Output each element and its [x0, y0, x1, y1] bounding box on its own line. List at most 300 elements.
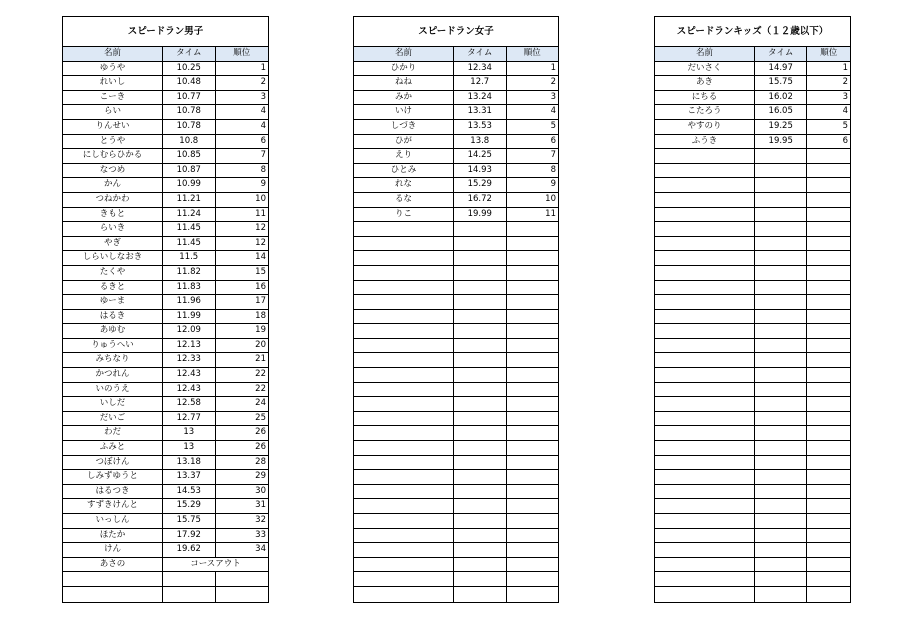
cell-rank — [507, 412, 559, 426]
cell-name — [354, 310, 454, 324]
header-rank: 順位 — [820, 48, 838, 58]
cell-time — [755, 339, 807, 353]
cell-rank — [807, 266, 850, 280]
cell-name — [655, 485, 755, 499]
table-row — [655, 529, 850, 544]
table-row — [354, 251, 558, 266]
cell-rank: 18 — [255, 310, 266, 321]
cell-rank — [807, 587, 850, 602]
cell-time — [755, 149, 807, 163]
cell-time — [755, 193, 807, 207]
cell-rank — [507, 339, 559, 353]
cell-rank: 9 — [550, 179, 556, 190]
cell-time: 14.25 — [454, 149, 506, 163]
cell-name — [354, 499, 454, 513]
cell-name: きもと — [63, 208, 163, 222]
header-time: タイム — [163, 47, 216, 61]
cell-name — [655, 266, 755, 280]
cell-rank — [807, 353, 850, 367]
cell-rank — [807, 543, 850, 557]
table-row — [655, 383, 850, 398]
table-row — [63, 339, 268, 354]
table-row — [354, 397, 558, 412]
table-title: スピードランキッズ（１２歳以下） — [655, 17, 850, 47]
table-row — [354, 120, 558, 135]
table-row — [354, 587, 558, 602]
cell-rank — [507, 558, 559, 572]
table-row — [354, 164, 558, 179]
table-row — [655, 558, 850, 573]
cell-name: はるつき — [63, 485, 163, 499]
cell-time — [755, 266, 807, 280]
cell-rank — [507, 514, 559, 528]
cell-time — [755, 470, 807, 484]
cell-name: あさの — [63, 558, 163, 572]
cell-name — [354, 266, 454, 280]
cell-rank — [507, 499, 559, 513]
header-name: 名前 — [354, 47, 454, 61]
cell-rank — [507, 529, 559, 543]
cell-name: ねね — [354, 76, 454, 90]
cell-name: るきと — [63, 281, 163, 295]
cell-rank: 7 — [260, 150, 266, 161]
cell-time: 15.75 — [755, 76, 807, 90]
cell-time — [755, 456, 807, 470]
cell-name: いっしん — [63, 514, 163, 528]
table-row — [354, 514, 558, 529]
cell-name: ゆうや — [63, 62, 163, 76]
cell-time — [454, 310, 506, 324]
table-row — [63, 62, 268, 77]
cell-name: あき — [655, 76, 755, 90]
cell-rank — [507, 587, 559, 602]
cell-name — [655, 587, 755, 602]
cell-name: ゆーま — [63, 295, 163, 309]
cell-rank: 10 — [545, 193, 556, 204]
cell-name: わだ — [63, 426, 163, 440]
cell-time: 10.87 — [163, 164, 215, 178]
cell-rank — [507, 543, 559, 557]
cell-name — [655, 353, 755, 367]
cell-rank: 20 — [255, 339, 266, 350]
cell-time — [454, 514, 506, 528]
cell-time: 10.25 — [163, 62, 215, 76]
cell-time — [454, 470, 506, 484]
cell-rank — [507, 281, 559, 295]
girls-ranking-table — [353, 16, 559, 603]
cell-time — [454, 529, 506, 543]
cell-rank: 30 — [255, 485, 266, 496]
cell-name — [655, 208, 755, 222]
cell-time — [755, 514, 807, 528]
cell-time — [755, 426, 807, 440]
cell-time — [454, 295, 506, 309]
cell-time — [755, 441, 807, 455]
cell-rank — [807, 441, 850, 455]
cell-time — [454, 237, 506, 251]
cell-time: 12.43 — [163, 383, 215, 397]
table-row — [354, 456, 558, 471]
table-row — [63, 251, 268, 266]
cell-time: 13 — [163, 426, 215, 440]
cell-name — [655, 383, 755, 397]
cell-time — [454, 368, 506, 382]
table-row — [655, 485, 850, 500]
cell-rank — [807, 426, 850, 440]
cell-name: りゅうへい — [63, 339, 163, 353]
cell-time — [755, 397, 807, 411]
cell-time: 12.43 — [163, 368, 215, 382]
table-row — [354, 485, 558, 500]
header-rank: 順位 — [523, 48, 541, 58]
cell-name: たくや — [63, 266, 163, 280]
cell-rank — [507, 470, 559, 484]
table-row — [655, 266, 850, 281]
cell-name: だいご — [63, 412, 163, 426]
cell-rank — [807, 310, 850, 324]
cell-rank: 4 — [260, 120, 266, 131]
header-name: 名前 — [655, 47, 755, 61]
cell-name — [354, 485, 454, 499]
cell-name — [354, 281, 454, 295]
cell-time: 15.29 — [163, 499, 215, 513]
cell-name: はるき — [63, 310, 163, 324]
cell-rank: 15 — [255, 266, 266, 277]
cell-rank: 11 — [545, 208, 556, 219]
table-row — [655, 514, 850, 529]
cell-name: けん — [63, 543, 163, 557]
kids-ranking-table — [654, 16, 851, 603]
cell-rank — [507, 266, 559, 280]
table-row — [354, 178, 558, 193]
cell-name: こーき — [63, 91, 163, 105]
table-row — [354, 499, 558, 514]
table-row — [655, 281, 850, 296]
table-row — [354, 281, 558, 296]
cell-name — [655, 339, 755, 353]
cell-name: にしむらひかる — [63, 149, 163, 163]
table-row — [655, 412, 850, 427]
cell-time — [454, 251, 506, 265]
cell-name: かつれん — [63, 368, 163, 382]
table-row — [655, 470, 850, 485]
cell-name — [63, 572, 163, 586]
cell-time: 10.99 — [163, 178, 215, 192]
cell-rank: 22 — [255, 383, 266, 394]
table-row — [655, 120, 850, 135]
cell-rank: 11 — [255, 208, 266, 219]
cell-name — [655, 237, 755, 251]
table-row — [354, 558, 558, 573]
cell-name — [354, 251, 454, 265]
table-row — [655, 310, 850, 325]
cell-rank: 12 — [255, 223, 266, 234]
cell-time — [163, 572, 215, 586]
cell-rank: 2 — [842, 77, 849, 88]
cell-time: 10.8 — [163, 135, 215, 149]
cell-time — [454, 572, 506, 586]
cell-time: 11.96 — [163, 295, 215, 309]
table-row — [63, 208, 268, 223]
cell-time: 10.85 — [163, 149, 215, 163]
cell-name — [63, 587, 163, 602]
table-row — [63, 514, 268, 529]
table-row — [63, 543, 268, 558]
header-time: タイム — [755, 47, 807, 61]
cell-name — [655, 470, 755, 484]
table-row — [63, 587, 268, 602]
cell-time: 11.24 — [163, 208, 215, 222]
cell-name: れな — [354, 178, 454, 192]
cell-rank: 29 — [255, 471, 266, 482]
table-body — [354, 62, 558, 602]
cell-name: だいさく — [655, 62, 755, 76]
table-row — [63, 383, 268, 398]
table-row — [655, 397, 850, 412]
table-body — [655, 62, 850, 602]
table-row — [63, 135, 268, 150]
table-row — [354, 470, 558, 485]
cell-time — [755, 208, 807, 222]
cell-time — [454, 441, 506, 455]
cell-time: 11.5 — [163, 251, 215, 265]
table-row — [655, 237, 850, 252]
table-row — [63, 310, 268, 325]
cell-name: とうや — [63, 135, 163, 149]
cell-rank — [807, 208, 850, 222]
cell-rank — [507, 485, 559, 499]
cell-time — [163, 587, 215, 602]
cell-rank — [807, 164, 850, 178]
table-row — [354, 193, 558, 208]
cell-name: つぼけん — [63, 456, 163, 470]
table-row — [354, 237, 558, 252]
cell-time: 12.34 — [454, 62, 506, 76]
cell-time: 11.45 — [163, 237, 215, 251]
table-row — [655, 426, 850, 441]
cell-time: 11.45 — [163, 222, 215, 236]
table-row — [354, 543, 558, 558]
table-title: スピードラン女子 — [354, 17, 558, 47]
cell-time — [454, 324, 506, 338]
cell-time: 13.37 — [163, 470, 215, 484]
table-row — [63, 499, 268, 514]
table-row — [655, 368, 850, 383]
table-row — [354, 412, 558, 427]
cell-name — [655, 543, 755, 557]
table-row — [63, 397, 268, 412]
cell-time: 19.62 — [163, 543, 215, 557]
table-row — [354, 62, 558, 77]
cell-time: 13.31 — [454, 105, 506, 119]
cell-rank: 17 — [255, 296, 266, 307]
cell-time — [454, 543, 506, 557]
cell-name — [354, 587, 454, 602]
cell-rank: 31 — [255, 500, 266, 511]
cell-time — [755, 383, 807, 397]
cell-name — [655, 558, 755, 572]
cell-name: あゆむ — [63, 324, 163, 338]
cell-time — [755, 164, 807, 178]
cell-rank: 6 — [260, 135, 266, 146]
cell-time: 17.92 — [163, 529, 215, 543]
table-row — [354, 149, 558, 164]
cell-name — [655, 324, 755, 338]
table-row — [63, 572, 268, 587]
cell-name — [655, 441, 755, 455]
cell-rank: 4 — [260, 106, 266, 117]
cell-name — [354, 514, 454, 528]
cell-name — [354, 237, 454, 251]
table-row — [354, 76, 558, 91]
table-row — [63, 295, 268, 310]
cell-rank — [807, 222, 850, 236]
cell-name — [655, 529, 755, 543]
cell-name: しらいしなおき — [63, 251, 163, 265]
table-row — [63, 237, 268, 252]
table-row — [354, 441, 558, 456]
cell-time — [454, 339, 506, 353]
cell-name: かん — [63, 178, 163, 192]
cell-rank: 4 — [842, 106, 849, 117]
cell-name — [655, 251, 755, 265]
table-row — [63, 222, 268, 237]
cell-rank: 5 — [550, 120, 556, 131]
cell-name — [655, 514, 755, 528]
cell-time — [755, 310, 807, 324]
table-row — [655, 105, 850, 120]
cell-name — [655, 164, 755, 178]
cell-name: らい — [63, 105, 163, 119]
cell-name — [655, 149, 755, 163]
cell-time — [454, 266, 506, 280]
table-row — [655, 149, 850, 164]
header-name: 名前 — [63, 47, 163, 61]
cell-name: しみずゆうと — [63, 470, 163, 484]
cell-name: ひかり — [354, 62, 454, 76]
cell-name: りんせい — [63, 120, 163, 134]
table-row — [63, 105, 268, 120]
cell-name: りこ — [354, 208, 454, 222]
cell-name — [354, 412, 454, 426]
table-row — [354, 266, 558, 281]
table-row — [354, 91, 558, 106]
cell-time — [755, 281, 807, 295]
cell-time: 12.58 — [163, 397, 215, 411]
cell-time: 16.05 — [755, 105, 807, 119]
cell-time: 10.77 — [163, 91, 215, 105]
cell-name — [354, 543, 454, 557]
cell-time — [755, 529, 807, 543]
table-row — [354, 105, 558, 120]
cell-rank: 28 — [255, 456, 266, 467]
header-time: タイム — [454, 47, 506, 61]
table-row — [655, 193, 850, 208]
table-row — [655, 91, 850, 106]
table-row — [63, 353, 268, 368]
cell-time — [454, 281, 506, 295]
table-row — [354, 208, 558, 223]
cell-name — [655, 368, 755, 382]
cell-name: ほたか — [63, 529, 163, 543]
cell-time: 10.48 — [163, 76, 215, 90]
cell-rank: 3 — [260, 91, 266, 102]
cell-rank: 6 — [842, 135, 849, 146]
cell-time: 14.93 — [454, 164, 506, 178]
table-row — [63, 426, 268, 441]
table-row — [655, 324, 850, 339]
table-row — [655, 62, 850, 77]
cell-rank — [507, 237, 559, 251]
cell-time: 12.09 — [163, 324, 215, 338]
cell-name: つねかわ — [63, 193, 163, 207]
cell-time — [454, 426, 506, 440]
cell-name: るな — [354, 193, 454, 207]
cell-name — [655, 295, 755, 309]
cell-name — [655, 222, 755, 236]
cell-time — [755, 222, 807, 236]
table-row — [63, 164, 268, 179]
cell-time — [755, 295, 807, 309]
cell-name — [354, 222, 454, 236]
cell-rank: 24 — [255, 398, 266, 409]
table-row — [655, 295, 850, 310]
cell-name — [655, 310, 755, 324]
table-row — [63, 281, 268, 296]
cell-time — [454, 558, 506, 572]
table-row — [655, 339, 850, 354]
cell-rank — [807, 178, 850, 192]
cell-name: えり — [354, 149, 454, 163]
cell-time — [755, 368, 807, 382]
cell-rank: 6 — [550, 135, 556, 146]
cell-time: 13.18 — [163, 456, 215, 470]
cell-name — [655, 572, 755, 586]
table-row — [655, 499, 850, 514]
cell-name — [354, 441, 454, 455]
cell-name — [655, 412, 755, 426]
table-row — [655, 222, 850, 237]
cell-name — [354, 368, 454, 382]
cell-time: 16.72 — [454, 193, 506, 207]
cell-rank — [807, 397, 850, 411]
cell-time: 13.53 — [454, 120, 506, 134]
table-row — [354, 339, 558, 354]
cell-name: すずきけんと — [63, 499, 163, 513]
cell-rank — [507, 397, 559, 411]
cell-name — [655, 397, 755, 411]
cell-name: ひとみ — [354, 164, 454, 178]
cell-rank: 9 — [260, 179, 266, 190]
table-body — [63, 62, 268, 602]
cell-rank — [216, 587, 269, 602]
cell-rank: 14 — [255, 252, 266, 263]
table-row — [63, 178, 268, 193]
cell-rank — [507, 251, 559, 265]
cell-rank — [507, 441, 559, 455]
cell-time — [755, 485, 807, 499]
cell-rank — [807, 412, 850, 426]
cell-name — [354, 295, 454, 309]
cell-rank: 12 — [255, 237, 266, 248]
table-row — [63, 149, 268, 164]
cell-name — [354, 353, 454, 367]
cell-rank: 2 — [550, 77, 556, 88]
cell-rank: 26 — [255, 442, 266, 453]
table-row — [63, 558, 268, 573]
cell-time — [454, 485, 506, 499]
cell-rank: 16 — [255, 281, 266, 292]
